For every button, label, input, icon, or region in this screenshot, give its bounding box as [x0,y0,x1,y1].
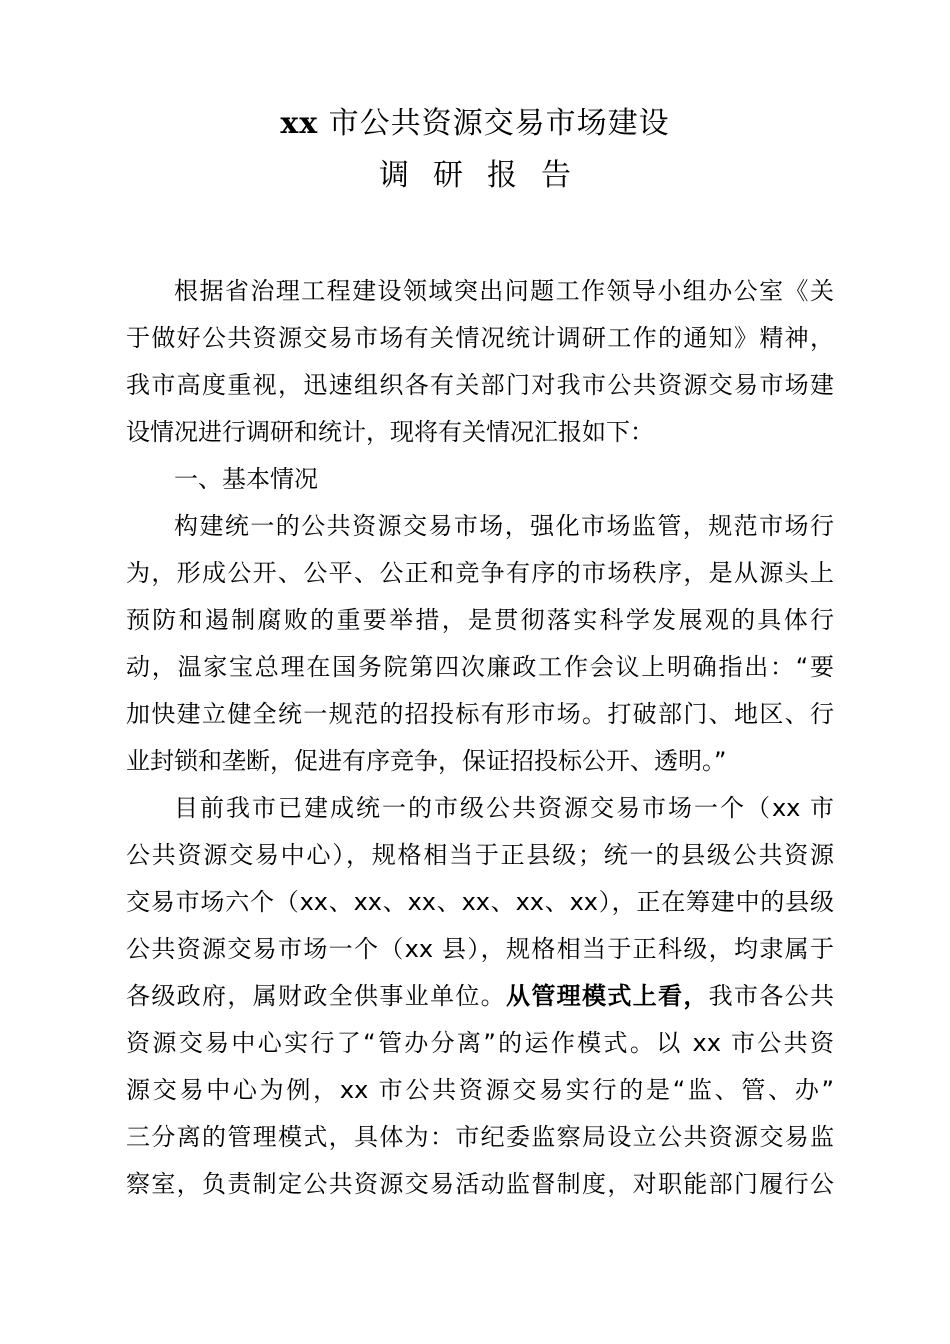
paragraph-background [126,503,834,785]
paragraph-intro [126,268,834,456]
text-line: 察室，负责制定公共资源交易活动监督制度，对职能部门履行公 [126,1170,834,1198]
text-line: 加快建立健全统一规范的招投标有形市场。打破部门、地区、行 [126,700,834,728]
text-line: 动，温家宝总理在国务院第四次廉政工作会议上明确指出：“要 [126,653,834,681]
text-line: 公共资源交易市场一个（xx 县），规格相当于正科级，均隶属于 [126,935,834,963]
text-line: 资源交易中心实行了“管办分离”的运作模式。以 xx 市公共资 [126,1029,834,1057]
text-line: 为，形成公开、公平、公正和竞争有序的市场秩序，是从源头上 [126,559,834,587]
heading-text: 一、基本情况 [174,465,318,493]
title-prefix: xx [280,106,319,141]
text-line: 于做好公共资源交易市场有关情况统计调研工作的通知》精神， [126,324,834,352]
document-body [126,268,834,1208]
text-line: 公共资源交易中心），规格相当于正县级；统一的县级公共资源 [126,841,834,869]
text-line: 目前我市已建成统一的市级公共资源交易市场一个（xx 市 [174,794,834,822]
text-segment: 各级政府，属财政全供事业单位。 [126,982,506,1010]
text-line-mixed [126,973,834,1020]
text-line: 预防和遏制腐败的重要举措，是贯彻落实科学发展观的具体行 [126,606,834,634]
text-line: 根据省治理工程建设领域突出问题工作领导小组办公室《关 [174,277,834,305]
document-subtitle: 调研报告 [379,158,595,193]
text-line: 源交易中心为例，xx 市公共资源交易实行的是“监、管、办” [126,1076,834,1104]
text-line: 业封锁和垄断，促进有序竞争，保证招投标公开、透明。” [126,747,727,775]
text-line: 构建统一的公共资源交易市场，强化市场监管，规范市场行 [174,512,834,540]
document-title [0,104,950,144]
text-line: 设情况进行调研和统计，现将有关情况汇报如下： [126,418,654,446]
paragraph-current-status [126,785,834,1208]
text-line: 三分离的管理模式，具体为：市纪委监察局设立公共资源交易监 [126,1123,834,1151]
text-line: 我市高度重视，迅速组织各有关部门对我市公共资源交易市场建 [126,371,834,399]
section-heading [126,456,834,503]
bold-emphasis: 从管理模式上看， [506,982,709,1010]
title-main: 市公共资源交易市场建设 [318,106,670,141]
text-line: 交易市场六个（xx、xx、xx、xx、xx、xx），正在筹建中的县级 [126,888,834,916]
text-segment: 我市各公共 [708,982,835,1010]
